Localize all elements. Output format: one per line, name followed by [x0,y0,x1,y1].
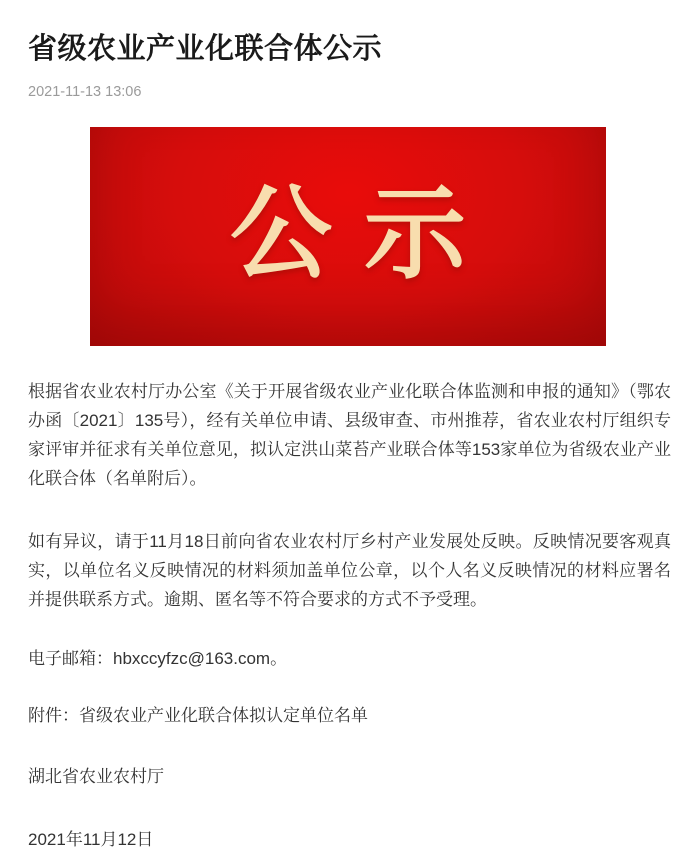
paragraph-issuer: 湖北省农业农村厅 [28,767,164,786]
page-title: 省级农业产业化联合体公示 [28,33,383,65]
paragraph-objection: 如有异议，请于11月18日前向省农业农村厅乡村产业发展处反映。反映情况要客观真实，以单位名义反映情况的材料须加盖单位公章，以个人名义反映情况的材料应署名并提供联系方式。逾期、匿名等不符合要求的方式不予受理。 [28,532,671,609]
banner-gongshi-text: 公示 [230,176,498,291]
paragraph-email: 电子邮箱：hbxccyfzc@163.com。 [28,649,288,668]
article-body [28,377,671,854]
paragraph-issue-date: 2021年11月12日 [28,830,154,849]
paragraph-recognition: 根据省农业农村厅办公室《关于开展省级农业产业化联合体监测和申报的通知》（鄂农办函〔2021〕135号），经有关单位申请、县级审查、市州推荐，省农业农村厅组织专家评审并征求有关单位意见，拟认定洪山菜苔产业联合体等153家单位为省级农业产业化联合体（名单附后）。 [28,382,671,488]
notice-banner-image [90,127,606,346]
publish-time: 2021-11-13 13:06 [28,84,142,100]
paragraph-attachment: 附件：省级农业产业化联合体拟认定单位名单 [28,706,368,725]
